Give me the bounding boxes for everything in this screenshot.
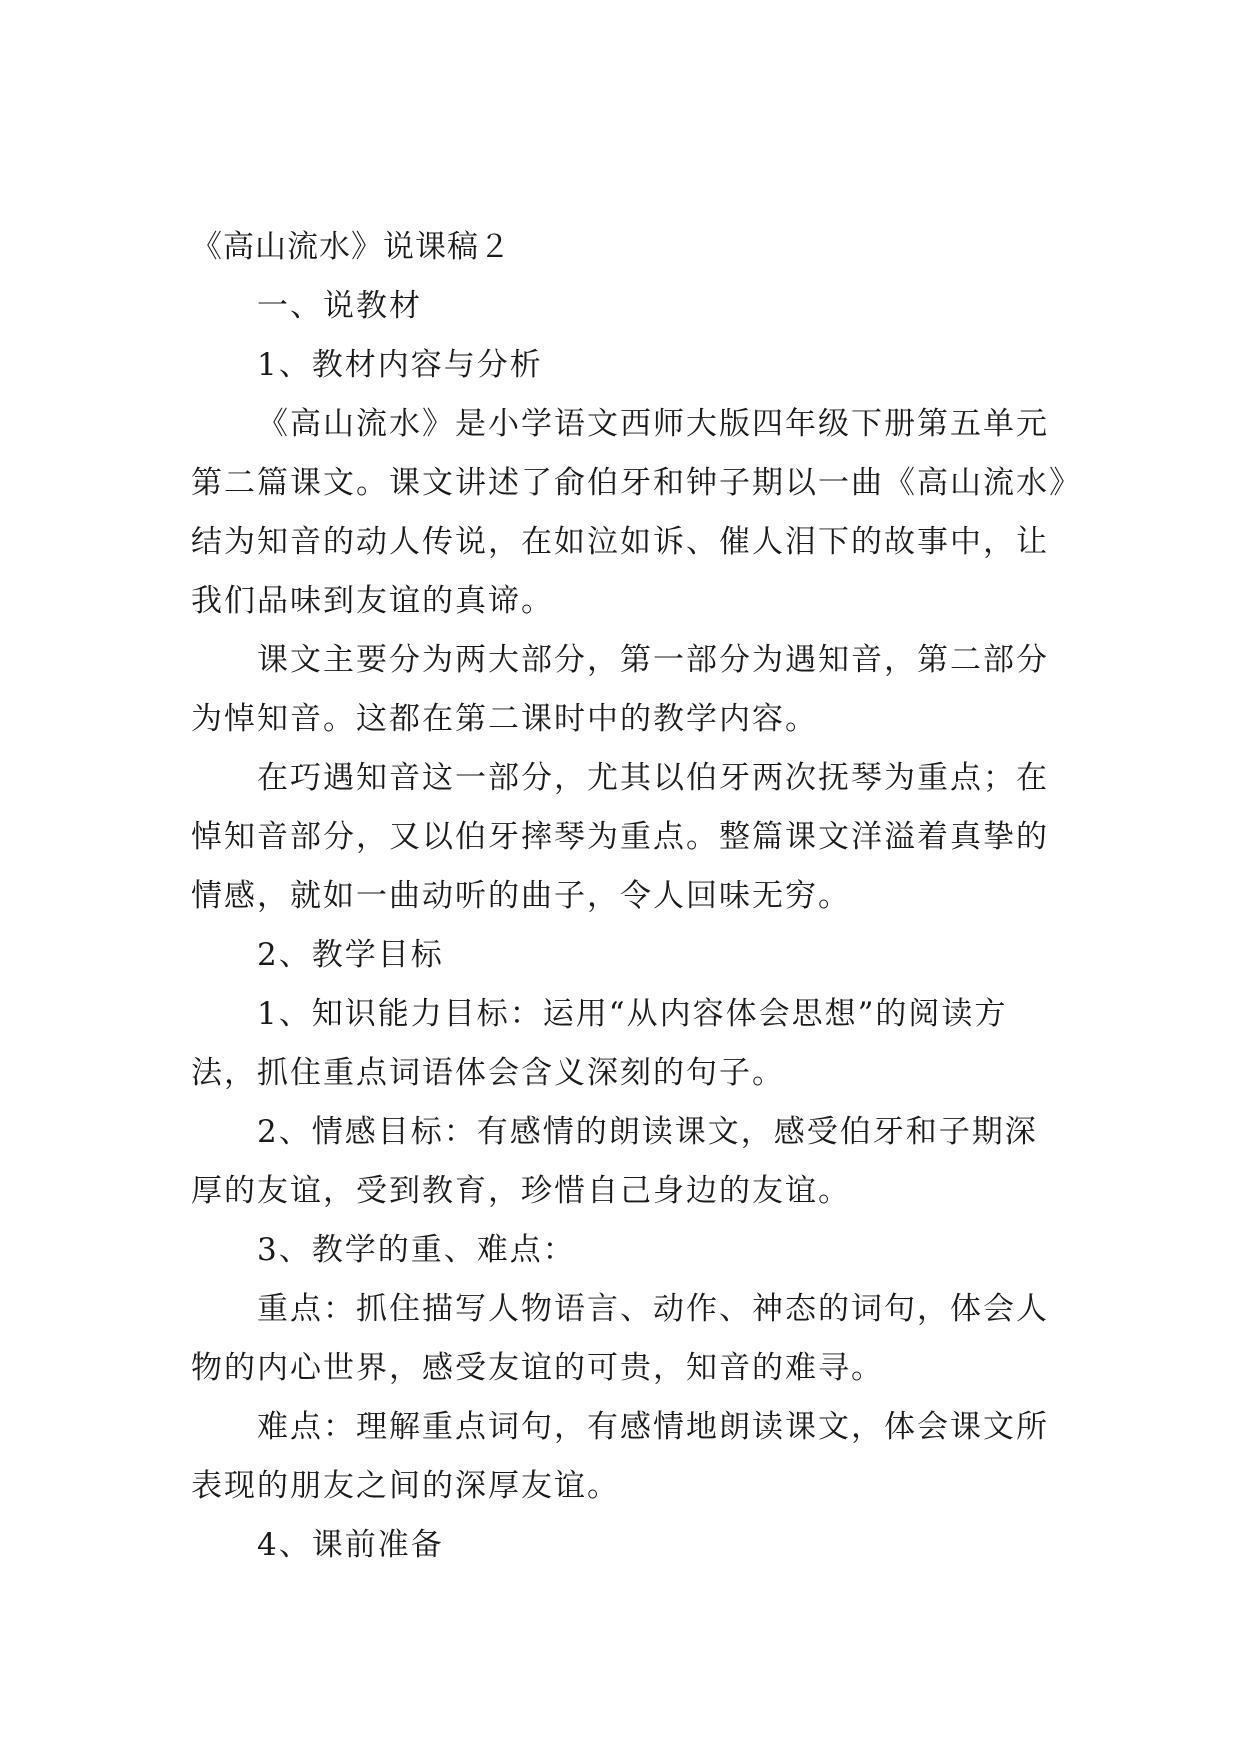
text-line: 1、知识能力目标：运用“从内容体会思想”的阅读方 — [257, 996, 1008, 1032]
text-line: 为悼知音。这都在第二课时中的教学内容。 — [191, 701, 818, 737]
text-line: 法，抓住重点词语体会含义深刻的句子。 — [191, 1055, 785, 1091]
text-line: 我们品味到友谊的真谛。 — [191, 583, 554, 619]
text-line: 情感，就如一曲动听的曲子，令人回味无穷。 — [191, 878, 851, 914]
text-line: 在巧遇知音这一部分，尤其以伯牙两次抚琴为重点；在 — [257, 760, 1049, 796]
text-line: 难点：理解重点词句，有感情地朗读课文，体会课文所 — [257, 1409, 1049, 1445]
text-line: 一、说教材 — [257, 288, 422, 324]
text-line: 表现的朋友之间的深厚友谊。 — [191, 1468, 620, 1504]
text-line: 2、情感目标：有感情的朗读课文，感受伯牙和子期深 — [257, 1114, 1038, 1150]
text-line: 悼知音部分，又以伯牙摔琴为重点。整篇课文洋溢着真挚的 — [191, 819, 1049, 855]
text-line: 厚的友谊，受到教育，珍惜自己身边的友谊。 — [191, 1173, 851, 1209]
text-line: 3、教学的重、难点： — [257, 1232, 576, 1268]
text-line: 重点：抓住描写人物语言、动作、神态的词句，体会人 — [257, 1291, 1049, 1327]
text-line: 4、课前准备 — [257, 1527, 444, 1563]
document-title: 《高山流水》说课稿２ — [191, 229, 511, 265]
text-line: 1、教材内容与分析 — [257, 347, 543, 383]
text-line: 结为知音的动人传说，在如泣如诉、催人泪下的故事中，让 — [191, 524, 1049, 560]
text-line: 课文主要分为两大部分，第一部分为遇知音，第二部分 — [257, 642, 1049, 678]
text-line: 《高山流水》是小学语文西师大版四年级下册第五单元 — [257, 406, 1049, 442]
document-lines — [191, 277, 1082, 1575]
document-body — [191, 218, 1082, 1575]
text-line: 2、教学目标 — [257, 937, 444, 973]
text-line: 第二篇课文。课文讲述了俞伯牙和钟子期以一曲《高山流水》 — [191, 465, 1082, 501]
text-line: 物的内心世界，感受友谊的可贵，知音的难寻。 — [191, 1350, 884, 1386]
